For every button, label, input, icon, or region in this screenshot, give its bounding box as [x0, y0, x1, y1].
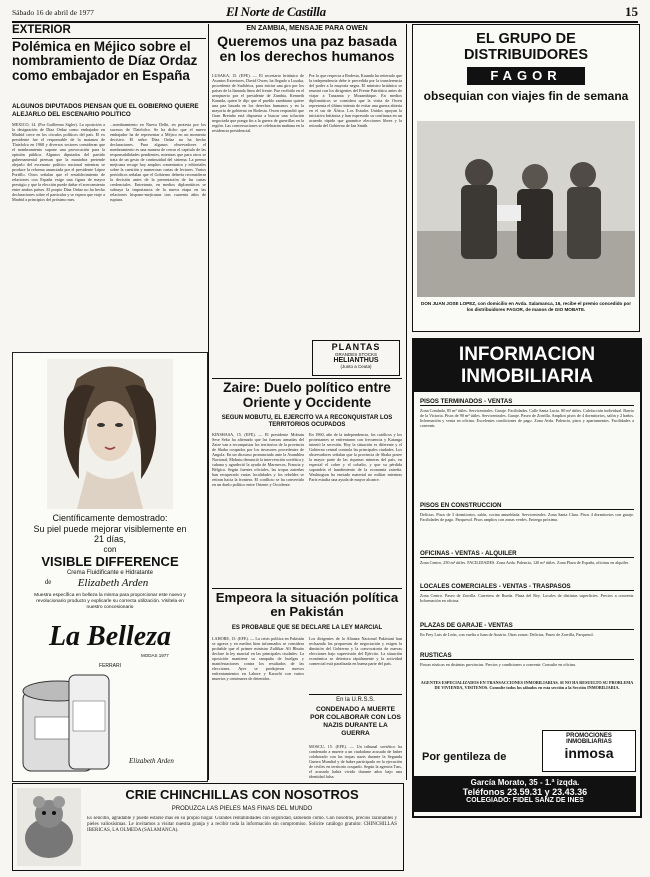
pakistan-subhead: ES PROBABLE QUE SE DECLARE LA LEY MARCIAL	[231, 625, 383, 631]
listing-text-oficinas: Zona Centro, 250 m² útiles. FACILIDADES. Zona Avda. Palencia, 120 m² útiles. Zona Plaza de España, oficinas en alquiler.	[420, 560, 629, 565]
award-photo	[417, 121, 635, 297]
plantas-foot: (Junto a Ceuta)	[340, 364, 372, 369]
plantas-sub: GRANDES STOCKS	[335, 352, 377, 357]
listing-header-garaje: PLAZAS DE GARAJE - VENTAS	[420, 622, 634, 630]
issue-date: Sábado 16 de abril de 1977	[12, 8, 94, 17]
pakistan-body-col2: Los dirigentes de la Alianza Nacional Pakistaní han rechazado las propuestas de negociación y exigen la dimisión del Gobierno y la convocatoria de nuevas elecciones bajo supervisión del Ejército. La situación económica se deteriora rápidamente y la actividad comercial está paralizada en buena parte del país.	[309, 636, 402, 666]
real-estate-title: INFORMACION INMOBILIARIA	[458, 344, 596, 387]
mexico-subhead: ALGUNOS DIPUTADOS PIENSAN QUE EL GOBIERNO QUIERE ALEJARLO DEL ESCENARIO POLITICO	[12, 103, 199, 118]
listing-header-oficinas: OFICINAS - VENTAS - ALQUILER	[420, 550, 634, 558]
listing-text-locales: Zona Centro. Paseo de Zorrilla. Carretera de Rueda. Plaza del Rey. Locales de distintas superficies. Precios a convenir. Información en oficina.	[420, 593, 634, 603]
header-rule	[12, 21, 638, 23]
contact-address: García Morato, 35 - 1.ª izqda.	[470, 778, 580, 787]
chinchilla-image	[17, 788, 81, 866]
listing-header-pisos-terminados: PISOS TERMINADOS - VENTAS	[420, 398, 634, 406]
zaire-headline: Zaire: Duelo político entre Oriente y Occidente	[223, 380, 391, 410]
owen-body-col1: LUSAKA, 15. (EFE). — El secretario británico de Asuntos Exteriores, David Owen, ha llegado a Lusaka, procedente de Sudáfrica, para iniciar una gira por los países de la llamada línea del frente. Fue recibido en el aeropuerto por el presidente de Zambia, Kenneth Kaunda, quien le dijo que el pueblo zambiano quiere una paz basada en los derechos humanos y en la mayoría de gobierno en Rodesia. Owen respondió que Gran Bretaña está dispuesta a buscar una solución negociada que ponga fin a la guerra de guerrillas en la región. Las conversaciones se celebrarán mañana en la residencia presidencial.	[212, 73, 304, 133]
column-rule-1	[208, 24, 209, 780]
woman-portrait-image	[47, 359, 173, 509]
plantas-ad	[312, 340, 400, 376]
inmosa-promo-line2: INMOBILIARIAS	[566, 739, 612, 745]
listing-header-locales: LOCALES COMERCIALES - VENTAS - TRASPASOS	[420, 583, 634, 591]
fagor-photo-caption: DON JUAN JOSE LOPEZ, con domicilio en Avda. Salamanca, 16, recibe el premio concedido por los distribuidores FAGOR, de manos de GIO MOBATE.	[421, 301, 632, 312]
arden-signature: Elizabeth Arden	[77, 577, 149, 589]
mexico-body-col1: MEXICO, 14. (Por Guillermo Sigler). La oposición a la designación de Díaz Ordaz como embajador en Madrid crece en los círculos políticos del país. El ex presidente fue el responsable de la matanza de Tlatelolco en 1968 y diversos sectores consideran que el nombramiento supone una provocación para la opinión pública. Algunos diputados del partido gubernamental piensan que la maniobra pretende alejarlo del escenario político nacional mientras se produce la reforma anunciada por el presidente López Portillo. Otros señalan que el restablecimiento de relaciones con España exige una figura de mayor prestigio y que la elección puede dañar el acercamiento entre ambos países. El propio Díaz Ordaz no ha hecho declaraciones sobre el particular y se espera que viaje a Madrid a principios del próximo mes.	[12, 122, 105, 202]
arden-ad-brand: VISIBLE DIFFERENCE	[41, 554, 179, 569]
inmosa-brand: inmosa	[564, 745, 614, 761]
listing-text-pisos-terminados: Zona Condado, 85 m² útiles. Servicentrales. Garaje. Facilidades. Calle Santa Lucía. 80 m² útiles. Calefacción individual. Barrio de la Victoria. Pisos de 90 m² útiles. Servicentrales. Garaje. Paseo de Zorrilla. Amplios pisos de 4 dormitorios, salón y 2 baños. Información y venta en oficina. Excelentes condiciones de pago. Zona Avda. Palencia, pisos y apartamentos. Facilidades a convenir.	[420, 408, 634, 428]
fagor-logo	[467, 67, 585, 85]
fagor-tagline: obsequian con viajes fin de semana	[423, 89, 629, 103]
inmosa-logo	[542, 730, 636, 772]
inmosa-promo-line1: PROMOCIONES	[566, 733, 612, 739]
zaire-rule	[212, 378, 402, 379]
jar-label-brand: Elizabeth Arden	[129, 757, 174, 765]
urss-rule	[309, 694, 402, 695]
newspaper-name: El Norte de Castilla	[226, 4, 326, 19]
arden-ad-con: con	[103, 545, 117, 554]
plantas-title: PLANTAS	[331, 342, 381, 352]
arden-ad-promise: Su piel puede mejorar visiblemente en 21 días,	[33, 524, 187, 544]
listing-section-1	[420, 398, 634, 500]
pakistan-headline: Empeora la situación política en Pakistán	[215, 590, 399, 620]
arden-ad	[12, 352, 208, 782]
mexico-body-col2: ...nombramiento en Nueva Delhi, en protesta por los sucesos de Tlatelolco. Se ha dicho que el nuevo embajador ha de representar a Méjico en un momento decisivo. El señor Díaz Ordaz no ha hecho declaraciones. Para algunos observadores el nombramiento es una manera de cerrar el capítulo de las responsabilidades pendientes, mientras que para otros se trata de un gesto de continuidad del sistema. La prensa mejicana recoge hoy amplios comentarios y editoriales sobre la cuestión y numerosas cartas de lectores. Varios periódicos señalan que el Gobierno debería reconsiderar la decisión antes de la presentación de las cartas credenciales. Entretanto, en medios diplomáticos se subraya la importancia de la nueva etapa en las relaciones hispano-mejicanas tras cuarenta años de ruptura.	[110, 122, 206, 202]
arden-ad-body: Muestra específica en belleza la misma para proporcionar este nuevo y revolucionario producto y explicarle su correcta utilización. Visítela en nuestro concesionario	[34, 593, 186, 610]
store-city: FERRARI	[99, 663, 121, 669]
arden-ad-de: de	[44, 578, 52, 586]
column-rule-2	[406, 24, 407, 780]
chinchilla-subhead: PRODUZCA LAS PIELES MAS FINAS DEL MUNDO	[171, 806, 313, 812]
owen-kicker: EN ZAMBIA, MENSAJE PARA OWEN	[246, 25, 368, 32]
pakistan-body-col1: LAHORE, 15. (EFE). — La crisis política en Pakistán se agrava y en medios bien informados se considera probable que el primer ministro Zulfikar Alí Bhutto declare la ley marcial en las principales ciudades. La oposición mantiene su campaña de huelgas y manifestaciones contra los resultados de las elecciones. Ayer se produjeron nuevos enfrentamientos en Lahore y Karachi con varios muertos y centenares de detenidos.	[212, 636, 304, 681]
zaire-subhead: SEGUN MOBUTU, EL EJERCITO VA A RECONQUISTAR LOS TERRITORIOS OCUPADOS	[221, 415, 393, 428]
section-title: EXTERIOR	[12, 24, 71, 36]
listing-header-rusticas: RUSTICAS	[420, 652, 634, 660]
chinchilla-body: Es sencillo, agradable y puede estarse más en su propio hogar. Grandes rentabilidades con seguridad, sabiendo cómo. Con nosotros, precios razonables y pieles valiosísimas. Le invitamos a visitar nuestra granja y a recibir toda la información sin compromiso. Solicite catálogo gratuito: CHINCHILLAS IBERICAS, LA OLMEDA (SALAMANCA).	[87, 816, 397, 833]
owen-headline: Queremos una paz basada en los derechos humanos	[217, 34, 397, 66]
store-logo: La Belleza	[48, 621, 172, 652]
listing-section-2	[420, 502, 634, 548]
urss-headline: CONDENADO A MUERTE POR COLABORAR CON LOS NAZIS DURANTE LA GUERRA	[310, 706, 401, 737]
urss-body: MOSCU, 15. (EFE). — Un tribunal soviético ha condenado a muerte a un ciudadano acusado de haber colaborado con las tropas nazis durante la Segunda Guerra Mundial y de haber participado en la ejecución de civiles en territorio ocupado. Según la agencia Tass, el acusado había vivido durante años bajo una identidad falsa.	[309, 744, 402, 779]
fagor-ad-title: EL GRUPO DE DISTRIBUIDORES	[463, 31, 589, 63]
listing-section-3	[420, 550, 634, 580]
contact-phones: Teléfonos 23.59.31 y 23.43.36	[462, 787, 588, 797]
contact-box	[414, 776, 636, 812]
real-estate-footer-note: AGENTES ESPECIALIZADOS EN TRANSACCIONES INMOBILIARIAS. SI NO HA RESUELTO SU PROBLEMA DE VIVIENDA, VISITENOS. Consulte todos los sábados en esta sección a la Sección INMOBILIARIA.	[420, 680, 634, 690]
listing-section-6	[420, 652, 634, 674]
listing-section-4	[420, 583, 634, 619]
page-header	[12, 4, 638, 20]
fagor-ad	[412, 24, 640, 332]
courtesy-text: Por gentileza de	[422, 751, 507, 763]
page-number: 15	[625, 4, 638, 19]
listing-section-5	[420, 622, 634, 648]
mexico-headline: Polémica en Méjico sobre el nombramiento de Díaz Ordaz como embajador en España	[12, 39, 198, 83]
fagor-logo-text: FAGOR	[490, 68, 562, 83]
contact-colegiado: COLEGIADO: FIDEL SANZ DE INES	[466, 797, 584, 804]
listing-header-pisos-construccion: PISOS EN CONSTRUCCION	[420, 502, 634, 510]
chinchilla-headline: CRIE CHINCHILLAS CON NOSOTROS	[125, 787, 359, 802]
chinchilla-ad	[12, 783, 404, 871]
pakistan-rule	[212, 588, 402, 589]
real-estate-ad	[412, 338, 642, 818]
plantas-name: HELIANTHUS	[333, 357, 379, 364]
listing-text-pisos-construccion: Delicias. Pisos de 3 dormitorios, salón, cocina amueblada. Servicentrales. Zona Santa Clara. Pisos 4 dormitorios con garaje. Facilidades de pago. Parquesol. Pisos amplios con zonas verdes. Entrega próxima.	[420, 512, 634, 522]
arden-ad-product: Crema Fluidificante e Hidratante	[66, 570, 154, 576]
listing-text-garaje: En Frey Luis de León, con vuelta a Juan de Austria. Otras zonas: Delicias, Paseo de Zorrilla, Parquesol.	[420, 632, 594, 637]
store-subtitle: MODAS 1977	[141, 653, 169, 658]
arden-ad-claim: Científicamente demostrado:	[52, 513, 168, 523]
listing-text-rusticas: Fincas rústicas en distintas provincias. Precios y condiciones a convenir. Consulte en oficina.	[420, 662, 576, 667]
zaire-body-col1: KINSHASA, 15. (EFE). — El presidente Mobutu Sese Seko ha afirmado que las fuerzas armadas del Zaire van a reconquistar los territorios de la provincia de Shaba ocupados por los invasores procedentes de Angola. En un discurso pronunciado ante la Asamblea Nacional, Mobutu denunció la intervención soviética y cubana y agradeció la ayuda de Marruecos, Francia y Bélgica. Según fuentes oficiales, las tropas zaireñas han recuperado varias localidades y los rebeldes se retiran hacia la frontera. El conflicto se ha convertido en un duelo político entre Oriente y Occidente.	[212, 432, 304, 487]
urss-kicker: En la U.R.S.S.	[336, 697, 375, 703]
zaire-body-col2: En 1960, año de la independencia, los católicos y los protestantes se enfrentaron con frecuencia y Katanga intentó la secesión. Hoy la situación es diferente y el Gobierno central controla las principales ciudades. Los observadores señalan que la provincia de Shaba posee la mayor parte de las riquezas mineras del país, en especial el cobre y el cobalto, y que su pérdida supondría el hundimiento de la economía zaireña. Washington ha enviado material no militar mientras París estudia una ayuda de mayor alcance.	[309, 432, 402, 482]
owen-body-col2: Por lo que respecta a Rodesia, Kaunda ha reiterado que la independencia debe ir precedida por la transferencia del poder a la mayoría negra. El ministro británico se reunirá con los dirigentes del Frente Patriótico antes de viajar a Tanzania y Mozambique. En medios diplomáticos se considera que la visita de Owen representa el último intento de evitar una guerra abierta en el sur de África. Los Estados Unidos apoyan la iniciativa británica y han expresado su confianza en un acuerdo rápido que garantice elecciones libres y la retirada del Gobierno de Ian Smith.	[309, 73, 402, 128]
